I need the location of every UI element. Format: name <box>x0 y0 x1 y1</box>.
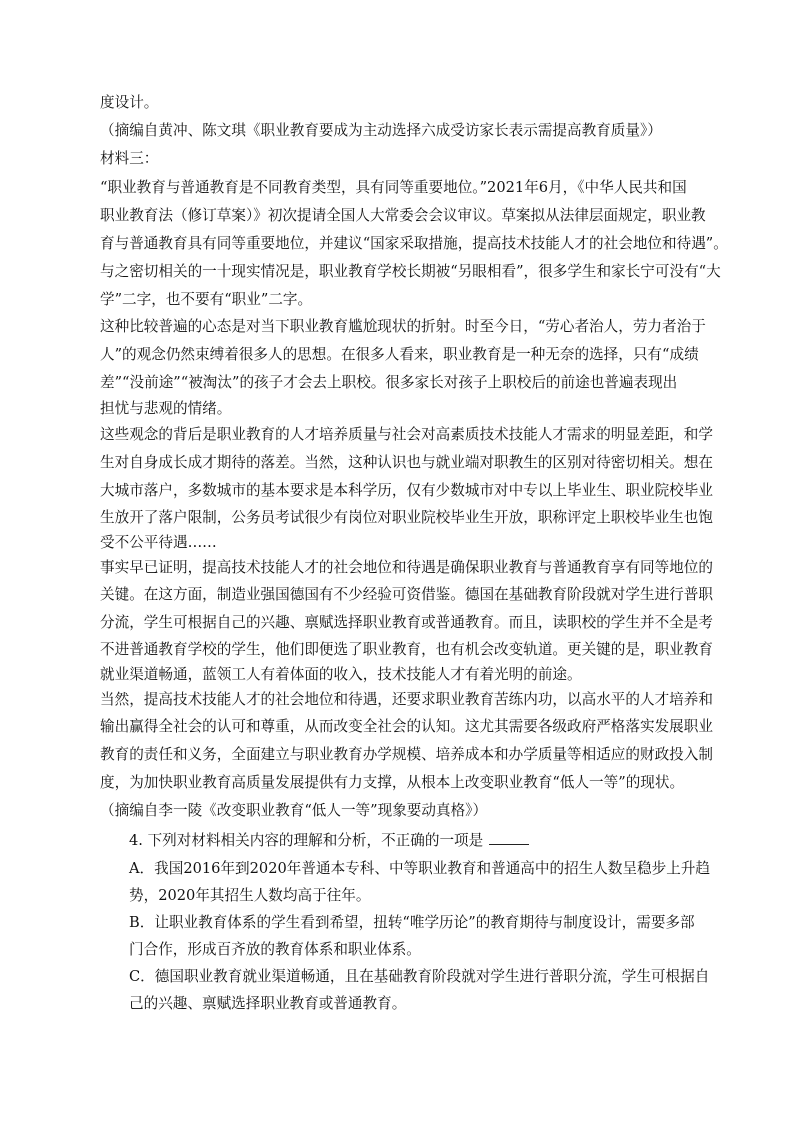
text-line: 人”的观念仍然束缚着很多人的思想。在很多人看来，职业教育是一种无奈的选择，只有“成绩 <box>100 346 699 363</box>
text-line: 分流，学生可根据自己的兴趣、禀赋选择职业教育或普通教育。而且，读职校的学生并不全是考 <box>100 614 713 631</box>
text-line: 事实早已证明，提高技术技能人才的社会地位和待遇是确保职业教育与普通教育享有同等地位的 <box>100 559 713 576</box>
section-heading: 材料三： <box>100 150 159 167</box>
text-line: 差”“没前途”“被淘汰”的孩子才会去上职校。很多家长对孩子上职校后的前途也普遍表现出 <box>100 374 678 391</box>
text-line: 大城市落户，多数城市的基本要求是本科学历，仅有少数城市对中专以上毕业生、职业院校毕业 <box>100 482 713 499</box>
text-line: 受不公平待遇…… <box>100 534 217 551</box>
text-line: 度设计。 <box>100 94 159 111</box>
text-line: 职业教育法（修订草案）》初次提请全国人大常委会会议审议。草案拟从法律层面规定，职业教 <box>100 207 706 224</box>
text-line: 度，为加快职业教育高质量发展提供有力支撑，从根本上改变职业教育“低人一等”的现状。 <box>100 774 685 791</box>
option-a-line: A．我国2016年到2020年普通本专科、中等职业教育和普通高中的招生人数呈稳步上升趋 <box>129 860 711 877</box>
option-c-line: C．德国职业教育就业渠道畅通，且在基础教育阶段就对学生进行普职分流，学生可根据自 <box>129 968 710 985</box>
text-line: 输出赢得全社会的认可和尊重，从而改变全社会的认知。这尤其需要各级政府严格落实发展职业 <box>100 718 713 735</box>
text-line: 与之密切相关的一十现实情况是，职业教育学校长期被“另眼相看”，很多学生和家长宁可没有“大 <box>100 263 721 280</box>
text-line: 这种比较普遍的心态是对当下职业教育尴尬现状的折射。时至今日，“劳心者治人，劳力者治于 <box>100 318 706 335</box>
text-line: 生对自身成长成才期待的落差。当然，这种认识也与就业端对职教生的区别对待密切相关。想在 <box>100 454 713 471</box>
text-line: 教育的责任和义务，全面建立与职业教育办学规模、培养成本和办学质量等相适应的财政投入制 <box>100 746 713 763</box>
text-line: 这些观念的背后是职业教育的人才培养质量与社会对高素质技术技能人才需求的明显差距，和学 <box>100 426 713 443</box>
text-line: 担忧与悲观的情绪。 <box>100 400 232 417</box>
text-line: 学”二字，也不要有“职业”二字。 <box>100 291 313 308</box>
option-c-line: 己的兴趣、禀赋选择职业教育或普通教育。 <box>129 995 407 1012</box>
option-b-line: B．让职业教育体系的学生看到希望，扭转“唯学历论”的教育期待与制度设计，需要多部 <box>129 914 695 931</box>
question-stem-text: 4. 下列对材料相关内容的理解和分析，不正确的一项是 <box>129 832 484 849</box>
option-a-line: 势，2020年其招生人数均高于往年。 <box>129 887 371 904</box>
question-stem <box>129 830 529 851</box>
text-line: 就业渠道畅通，蓝领工人有着体面的收入，技术技能人才有着光明的前途。 <box>100 666 582 683</box>
source-citation: （摘编自黄冲、陈文琪《职业教育要成为主动选择六成受访家长表示需提高教育质量》） <box>100 122 662 139</box>
text-line: 关键。在这方面，制造业强国德国有不少经验可资借鉴。德国在基础教育阶段就对学生进行普职 <box>100 586 713 603</box>
source-citation: （摘编自李一陵《改变职业教育“低人一等”现象要动真格》） <box>100 802 488 819</box>
text-line: 育与普通教育具有同等重要地位，并建议“国家采取措施，提高技术技能人才的社会地位和待遇”。 <box>100 235 728 252</box>
option-b-line: 门合作，形成百齐放的教育体系和职业体系。 <box>129 941 421 958</box>
answer-blank[interactable] <box>489 830 529 845</box>
text-line: 不进普通教育学校的学生，他们即便选了职业教育，也有机会改变轨道。更关键的是，职业教育 <box>100 641 713 658</box>
text-line: 生放开了落户限制，公务员考试很少有岗位对职业院校毕业生开放，职称评定上职校毕业生也饱 <box>100 509 713 526</box>
text-line: 当然，提高技术技能人才的社会地位和待遇，还要求职业教育苦练内功，以高水平的人才培养和 <box>100 691 713 708</box>
text-line: “职业教育与普通教育是不同教育类型，具有同等重要地位。”2021年6月，《中华人民共和国 <box>100 179 687 196</box>
